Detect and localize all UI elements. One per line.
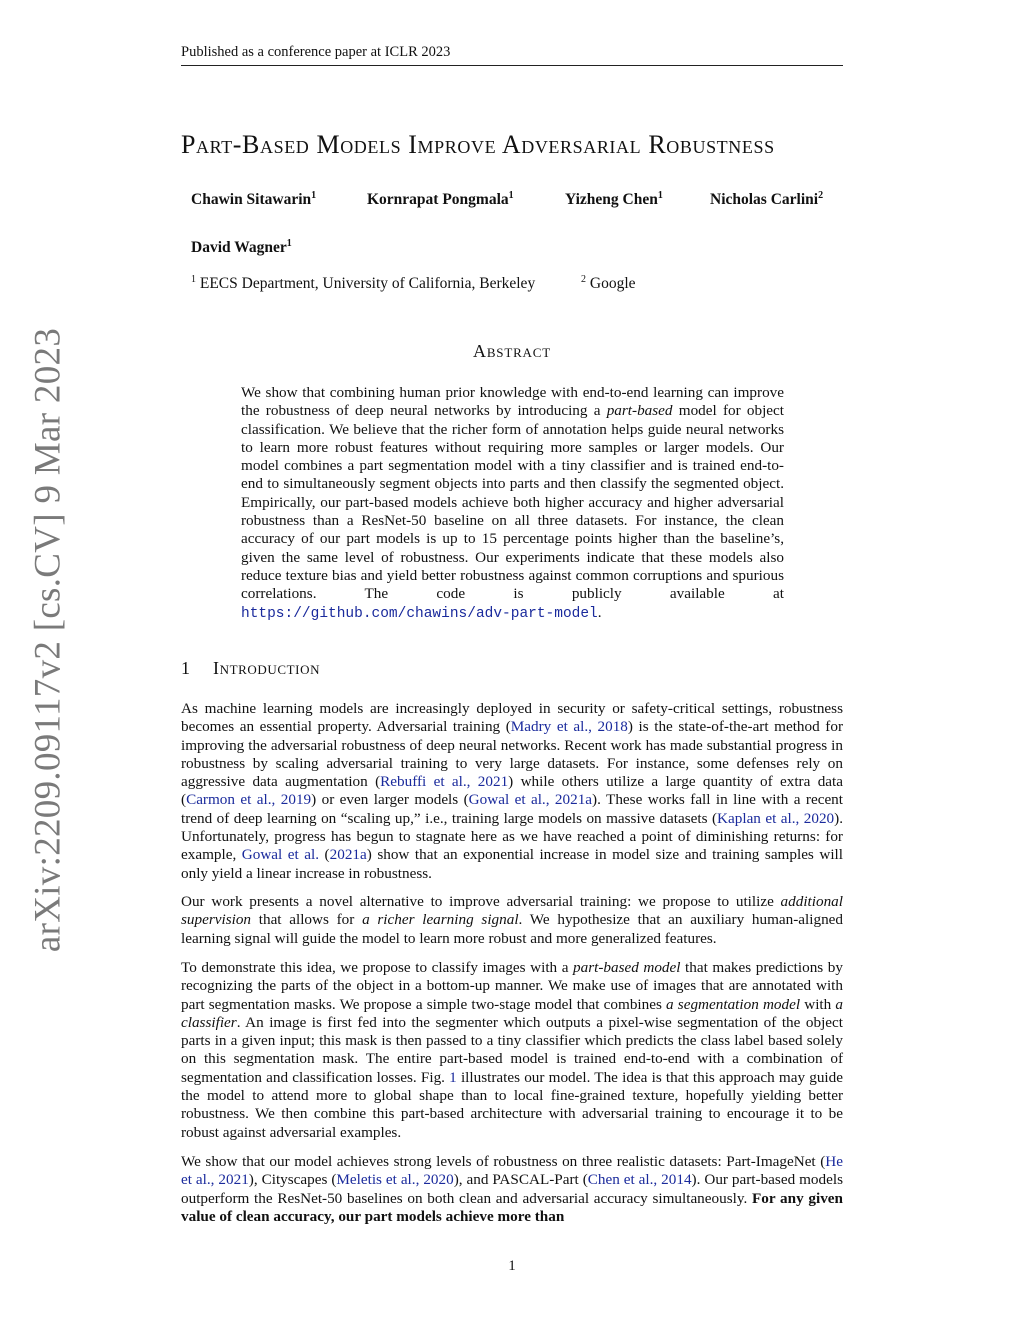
affiliation-mark: 2: [581, 274, 586, 285]
paragraph-text: with: [800, 995, 836, 1013]
paragraph-text: . We hypothesize that an auxiliary human-aligned learning signal will guide the model to learn more robust and more generalized features.: [181, 911, 843, 947]
arxiv-identifier: arXiv:2209.09117v2 [cs.CV] 9 Mar 2023: [27, 327, 69, 953]
figure-reference-link[interactable]: 1: [449, 1068, 457, 1086]
author-name: Kornrapat Pongmala: [367, 191, 509, 209]
author-affil-mark: 2: [818, 190, 824, 201]
paragraph-text: that makes predictions by recognizing the parts of the object in a bottom-up manner. We make use of images that are annotated with part segmentation masks. We propose a simple two-stage model that combines: [181, 959, 843, 1013]
page-number: 1: [508, 1258, 516, 1274]
author-affil-mark: 1: [311, 190, 317, 201]
citation-link[interactable]: He et al., 2021: [181, 1153, 843, 1189]
paragraph-text: illustrates our model. The idea is that this approach may guide the model to attend more to global shape than to local fine-grained texture, hopefully yielding better robustness. We then combine this part-based architecture with adversarial training to encourage it to be robust against adversarial examples.: [181, 1068, 843, 1141]
paragraph-emphasis: additional supervision: [181, 893, 843, 929]
paragraph-text: Our work presents a novel alternative to improve adversarial training: we propose to utilize: [181, 893, 781, 910]
paragraph-bold: For any given value of clean accuracy, our part models achieve more than: [181, 1189, 843, 1225]
paragraph-text: . An image is first fed into the segmenter which outputs a pixel-wise segmentation of the object parts in a given input; this mask is then passed to a tiny classifier which predicts the class label based solely on this segmentation mask. The entire part-based model is trained end-to-end with a combination of segmentation and classification losses. Fig.: [181, 1013, 843, 1086]
paragraph-emphasis: a richer learning signal: [362, 911, 519, 929]
author-name: David Wagner: [191, 239, 287, 257]
affiliation-text: Google: [589, 275, 636, 293]
citation-link[interactable]: Carmon et al., 2019: [186, 791, 312, 809]
paragraph-text: ), and PASCAL-Part (: [453, 1171, 588, 1189]
paragraph-emphasis: part-based model: [573, 959, 681, 976]
author-affil-mark: 1: [286, 238, 292, 249]
author-5: [191, 238, 292, 257]
paragraph-emphasis: a segmentation model: [666, 995, 801, 1013]
abstract-emphasis: part-based: [606, 402, 673, 420]
abstract-body: [241, 384, 784, 623]
paragraph-text: that allows for: [251, 911, 363, 929]
author-4: [710, 190, 823, 209]
author-1: [191, 190, 316, 209]
citation-link[interactable]: Rebuffi et al., 2021: [380, 773, 509, 791]
author-name: Nicholas Carlini: [710, 191, 819, 209]
paragraph-text: ) is the state-of-the-art method for improving the adversarial robustness of deep neural networks. Recent work has made substantial progress in robustness by scaling adversarial training to very large datasets. For instance, some defenses rely on aggressive data augmentation (: [181, 718, 843, 791]
paragraph-text: ). Unfortunately, progress has begun to stagnate here as we have reached a point of diminishing returns: for example,: [181, 809, 844, 864]
intro-paragraph-3: [181, 959, 843, 1142]
paragraph-text: ), Cityscapes (: [248, 1171, 337, 1189]
author-affil-mark: 1: [508, 190, 514, 201]
citation-link[interactable]: Gowal et al.: [241, 846, 320, 864]
abstract-text: .: [597, 603, 602, 621]
section-title: Introduction: [213, 658, 321, 678]
header-rule: [181, 65, 843, 66]
author-name: Chawin Sitawarin: [191, 191, 312, 209]
intro-paragraph-2: [181, 893, 843, 948]
author-3: [565, 190, 663, 209]
paragraph-emphasis: a classifier: [181, 995, 843, 1031]
running-header: Published as a conference paper at ICLR 2023: [181, 44, 451, 60]
affiliation-1: [191, 274, 535, 293]
paragraph-text: ) while others utilize a large quantity of extra data (: [181, 773, 843, 809]
paragraph-text: ). These works fall in line with a recent trend of deep learning on “scaling up,” i.e., training large models on massive datasets (: [181, 791, 843, 827]
section-heading-introduction: [181, 658, 320, 679]
section-number: 1: [181, 658, 191, 678]
paragraph-text: ) or even larger models (: [311, 791, 469, 809]
abstract-heading: Abstract: [473, 341, 551, 361]
intro-paragraph-4: [181, 1153, 843, 1226]
paper-title: Part-Based Models Improve Adversarial Robustness: [181, 130, 775, 159]
citation-link[interactable]: Kaplan et al., 2020: [717, 809, 835, 827]
citation-link[interactable]: Meletis et al., 2020: [336, 1171, 454, 1189]
affiliation-2: [581, 274, 636, 293]
paragraph-text: ) show that an exponential increase in model size and training samples will only yield a linear increase in robustness.: [181, 846, 843, 882]
affiliation-mark: 1: [191, 274, 196, 285]
author-name: Yizheng Chen: [565, 191, 658, 209]
paragraph-text: (: [319, 846, 330, 864]
author-affil-mark: 1: [657, 190, 663, 201]
paragraph-text: To demonstrate this idea, we propose to classify images with a: [181, 959, 573, 976]
abstract-text: model for object classification. We believe that the richer form of annotation helps guide neural networks to learn more robust features without requiring more samples or larger models. Our model combines a part segmentation model with a tiny classifier and is trained end-to-end to simultaneously segment objects into parts and then classify the segmented object. Empirically, our part-based models achieve both higher accuracy and higher adversarial robustness than a ResNet-50 baseline on all three datasets. For instance, the clean accuracy of our part models is up to 15 percentage points higher than the baseline’s, given the same level of robustness. Our experiments indicate that these models also reduce texture bias and yield better robustness against common corruptions and spurious correlations. The code is publicly available at: [241, 402, 785, 603]
citation-link[interactable]: Madry et al., 2018: [510, 718, 628, 736]
paragraph-text: We show that our model achieves strong levels of robustness on three realistic datasets: Part-ImageNet (: [181, 1153, 826, 1170]
affiliation-text: EECS Department, University of California, Berkeley: [199, 275, 536, 293]
citation-link[interactable]: Gowal et al., 2021a: [468, 791, 593, 809]
author-2: [367, 190, 514, 209]
citation-link[interactable]: Chen et al., 2014: [587, 1171, 692, 1189]
intro-paragraph-1: [181, 700, 843, 883]
abstract-text: We show that combining human prior knowledge with end-to-end learning can improve the robustness of deep neural networks by introducing a: [241, 384, 784, 420]
paragraph-text: ). Our part-based models outperform the ResNet-50 baselines on both clean and adversarial accuracy simultaneously.: [181, 1171, 843, 1207]
citation-link[interactable]: 2021a: [329, 846, 367, 864]
paragraph-text: As machine learning models are increasingly deployed in security or safety-critical settings, robustness becomes an essential property. Adversarial training (: [181, 700, 843, 736]
code-repository-link[interactable]: https://github.com/chawins/adv-part-model: [241, 605, 598, 622]
